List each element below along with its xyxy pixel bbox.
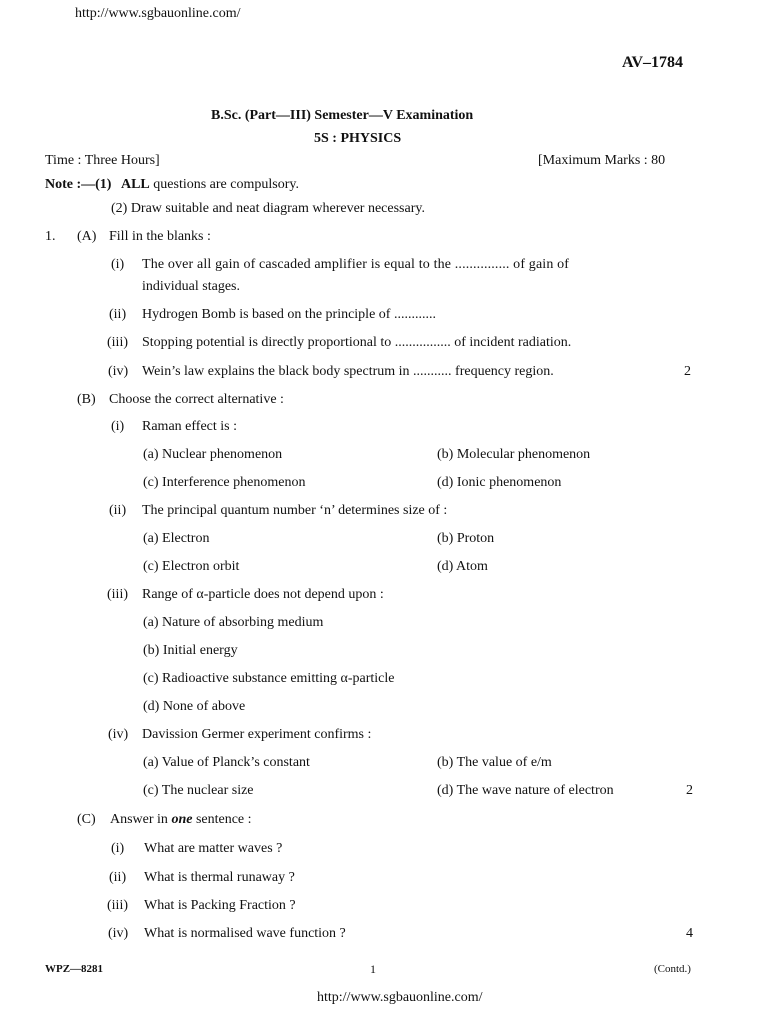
b1-option-c: (c) Interference phenomenon bbox=[143, 475, 306, 490]
c-item-4-no: (iv) bbox=[108, 926, 129, 941]
c-item-2-no: (ii) bbox=[109, 870, 127, 885]
b3-option-d: (d) None of above bbox=[143, 699, 246, 714]
section-b-title: Choose the correct alternative : bbox=[109, 392, 284, 407]
b4-option-d: (d) The wave nature of electron bbox=[437, 783, 614, 798]
url-top: http://www.sgbauonline.com/ bbox=[75, 6, 241, 21]
a-item-2-no: (ii) bbox=[109, 307, 127, 322]
b3-option-c: (c) Radioactive substance emitting α-particle bbox=[143, 671, 395, 686]
question-number: 1. bbox=[45, 229, 56, 244]
subject-title: 5S : PHYSICS bbox=[314, 131, 402, 146]
a-item-4-text: Wein’s law explains the black body spectrum in ........... frequency region. bbox=[142, 364, 554, 379]
a-item-1-no: (i) bbox=[111, 257, 125, 272]
footer-contd: (Contd.) bbox=[654, 963, 691, 975]
footer-code: WPZ—8281 bbox=[45, 963, 104, 975]
a-item-1-text-cont: individual stages. bbox=[142, 279, 240, 294]
b4-option-a: (a) Value of Planck’s constant bbox=[143, 755, 310, 770]
exam-title: B.Sc. (Part—III) Semester—V Examination bbox=[211, 108, 474, 123]
note-line1-rest: questions are compulsory. bbox=[149, 177, 299, 192]
c-item-1-no: (i) bbox=[111, 841, 125, 856]
section-a-marks: 2 bbox=[684, 364, 691, 379]
b2-option-d: (d) Atom bbox=[437, 559, 488, 574]
time-label: Time : Three Hours] bbox=[45, 153, 160, 168]
b-item-4-no: (iv) bbox=[108, 727, 129, 742]
c-item-3-no: (iii) bbox=[107, 898, 128, 913]
b2-option-b: (b) Proton bbox=[437, 531, 495, 546]
section-c-marks: 4 bbox=[686, 926, 693, 941]
b4-option-c: (c) The nuclear size bbox=[143, 783, 254, 798]
b-item-4-text: Davission Germer experiment confirms : bbox=[142, 727, 372, 742]
section-c-label: (C) bbox=[77, 812, 96, 827]
b-item-3-text: Range of α-particle does not depend upon : bbox=[142, 587, 384, 602]
b-item-3-no: (iii) bbox=[107, 587, 128, 602]
section-c-title-em: one bbox=[171, 812, 193, 827]
section-c-title-pre: Answer in bbox=[110, 812, 172, 827]
b-item-2-text: The principal quantum number ‘n’ determines size of : bbox=[142, 503, 448, 518]
paper-code: AV–1784 bbox=[622, 54, 684, 71]
c-item-2-text: What is thermal runaway ? bbox=[144, 870, 295, 885]
section-c-title-post: sentence : bbox=[192, 812, 252, 827]
b-item-1-no: (i) bbox=[111, 419, 125, 434]
section-c-title bbox=[110, 812, 252, 828]
url-bottom: http://www.sgbauonline.com/ bbox=[317, 990, 483, 1005]
section-b-marks: 2 bbox=[686, 783, 693, 798]
section-b-label: (B) bbox=[77, 392, 96, 407]
note-all: ALL bbox=[120, 177, 150, 192]
b4-option-b: (b) The value of e/m bbox=[437, 755, 552, 770]
c-item-1-text: What are matter waves ? bbox=[144, 841, 283, 856]
b3-option-b: (b) Initial energy bbox=[143, 643, 238, 658]
note-line-1 bbox=[45, 177, 299, 193]
a-item-4-no: (iv) bbox=[108, 364, 129, 379]
max-marks: [Maximum Marks : 80 bbox=[538, 153, 666, 168]
b3-option-a: (a) Nature of absorbing medium bbox=[143, 615, 324, 630]
c-item-4-text: What is normalised wave function ? bbox=[144, 926, 346, 941]
section-a-label: (A) bbox=[77, 229, 97, 244]
note-line-2: (2) Draw suitable and neat diagram wherever necessary. bbox=[111, 201, 425, 216]
b1-option-d: (d) Ionic phenomenon bbox=[437, 475, 562, 490]
c-item-3-text: What is Packing Fraction ? bbox=[144, 898, 296, 913]
a-item-3-no: (iii) bbox=[107, 335, 128, 350]
section-a-title: Fill in the blanks : bbox=[109, 229, 211, 244]
note-label: Note :—(1) bbox=[45, 177, 112, 192]
a-item-3-text: Stopping potential is directly proportional to ................ of incident radiation. bbox=[142, 335, 572, 350]
b-item-1-text: Raman effect is : bbox=[142, 419, 237, 434]
b2-option-c: (c) Electron orbit bbox=[143, 559, 240, 574]
footer-page-number: 1 bbox=[370, 962, 376, 976]
b2-option-a: (a) Electron bbox=[143, 531, 210, 546]
b-item-2-no: (ii) bbox=[109, 503, 127, 518]
a-item-1-text: The over all gain of cascaded amplifier is equal to the ............... of gain of bbox=[142, 257, 570, 272]
a-item-2-text: Hydrogen Bomb is based on the principle of ............ bbox=[142, 307, 436, 322]
b1-option-a: (a) Nuclear phenomenon bbox=[143, 447, 283, 462]
b1-option-b: (b) Molecular phenomenon bbox=[437, 447, 591, 462]
